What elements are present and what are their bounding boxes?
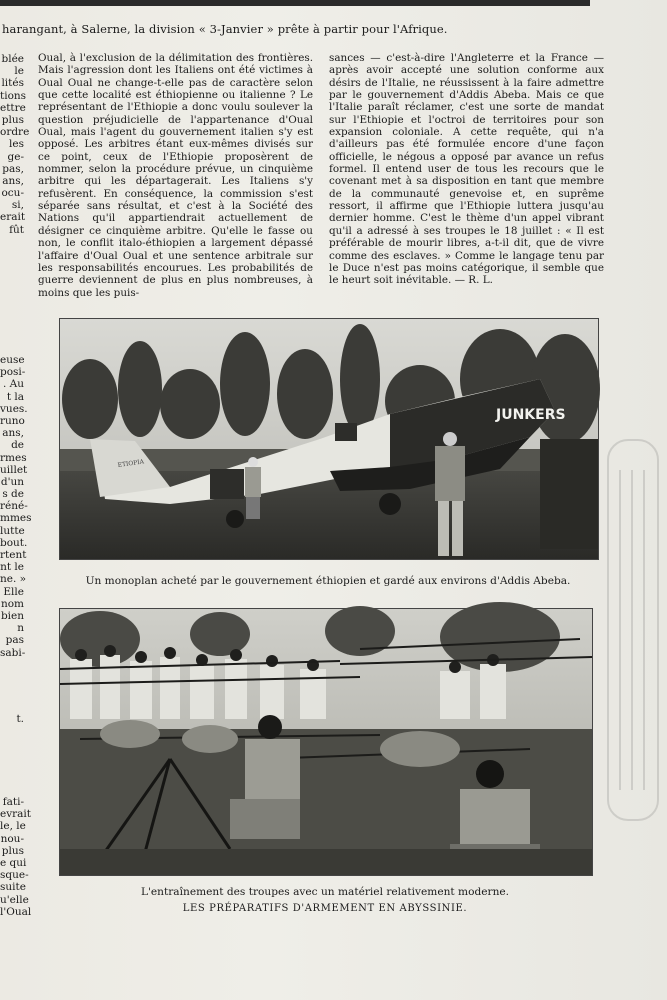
left-fragment-line: nou- <box>0 832 24 845</box>
left-fragment-line: ne. » <box>0 573 27 586</box>
left-fragment-line: ge- <box>7 150 24 163</box>
left-fragment-line: s de <box>2 488 24 501</box>
left-fragment-line: n <box>17 622 24 635</box>
left-fragment-line: blée <box>1 53 24 65</box>
left-fragment-line: ans, <box>2 174 24 187</box>
monoplane-caption: Un monoplan acheté par le gouvernement éthiopien et gardé aux environs d'Addis Abeba. <box>85 575 571 587</box>
left-fragment-line: les <box>9 138 24 151</box>
left-fragment-line: t. <box>16 713 24 725</box>
article-column-2 <box>329 52 604 287</box>
top-photo-edge <box>0 0 590 6</box>
left-fragment-line: l'Oual <box>0 905 32 918</box>
troop-training-photo <box>59 608 593 876</box>
left-fragment-line: Elle <box>3 585 24 598</box>
left-fragment-line: lités <box>1 77 24 90</box>
junkers-lettering: JUNKERS <box>496 407 566 423</box>
watermark-logo <box>598 430 664 830</box>
left-fragment-line: bien <box>0 609 24 622</box>
article-column-1-text: Oual, à l'exclusion de la délimitation des frontières. Mais l'agression dont les Italiens ont été victimes à Oual Oual ne change-t-elle pas de caractère selon que cette localité est éthiopienne ou italienne ? Le représentant de l'Ethiopie a donc voulu soulever la question préjudicielle de l'appartenance d'Oual Oual, mais l'agent du gouvernement italien s'y est opposé. Les arbitres étant eux-mêmes divisés sur ce point, ceux de l'Ethiopie proposèrent de nommer, selon la procédure prévue, un cinquième arbitre qui les départagerait. Les Italiens s'y refusèrent. En conséquence, la commission s'est séparée sans résultat, et c'est à la Société des Nations qu'il appartiendrait actuellement de désigner ce cinquième arbitre. Qu'elle le fasse ou non, le conflit italo-éthiopien a largement dépassé l'affaire d'Oual Oual et une sentence arbitrale sur les responsabilités encourues. Les probabilités de guerre deviennent de plus en plus nombreuses, à moins que les puis- <box>38 52 313 299</box>
left-fragment-line: si, <box>11 199 24 212</box>
left-fragment-line: t la <box>6 390 24 403</box>
left-fragment-line: pas <box>5 634 24 647</box>
left-fragment-line: plus <box>1 844 24 857</box>
left-fragment-line: pas, <box>2 162 24 175</box>
left-fragment-line: tions <box>0 89 27 102</box>
left-fragment-line: mmes <box>0 512 32 525</box>
left-fragment-line: fati- <box>2 796 24 808</box>
left-fragment-line: plus <box>1 113 24 126</box>
left-fragment-line: nom <box>0 597 24 610</box>
left-fragment-line: rmes <box>0 451 27 464</box>
left-fragment-line: rtent <box>0 549 27 561</box>
left-fragment-line: ocu- <box>1 187 24 200</box>
left-fragment-line: uillet <box>0 463 28 476</box>
monoplane-photo <box>59 318 599 560</box>
left-fragment-line: evrait <box>0 808 32 821</box>
left-fragment-line: . Au <box>2 378 24 391</box>
left-column-fragment-a <box>0 53 30 236</box>
left-fragment-line: fût <box>9 223 24 236</box>
left-fragment-line: erait <box>0 211 26 224</box>
left-fragment-line: ans, <box>2 427 24 440</box>
left-fragment-line: u'elle <box>0 893 29 906</box>
article-column-1 <box>38 52 313 299</box>
left-fragment-line: d'un <box>0 475 24 488</box>
tail-lettering: ETIOPIA <box>117 458 145 469</box>
left-fragment-line: le <box>14 65 24 78</box>
left-fragment-line: euse <box>0 354 25 366</box>
left-fragment-line: runo <box>0 414 25 427</box>
left-fragment-line: nt le <box>0 561 24 574</box>
left-column-fragment-c <box>0 713 24 725</box>
left-column-fragment-b <box>0 354 32 659</box>
left-fragment-line: le, le <box>0 820 26 833</box>
left-fragment-line: posi- <box>0 366 26 379</box>
troop-training-caption: L'entraînement des troupes avec un matériel relativement moderne. <box>140 886 510 898</box>
left-fragment-line: vues. <box>0 402 28 415</box>
left-fragment-line: de <box>11 439 24 452</box>
left-fragment-line: ettre <box>0 101 26 114</box>
left-fragment-line: réné- <box>0 500 28 513</box>
left-fragment-line: sabi- <box>0 646 26 659</box>
article-column-2-text: sances — c'est-à-dire l'Angleterre et la France — après avoir accepté une solution conforme aux désirs de l'Italie, ne réussissent à la faire admettre par le gouvernement d'Addis Abeba. Mais ce que l'Italie paraît réclamer, c'est une sorte de mandat sur l'Ethiopie et l'octroi de territoires pour son expansion coloniale. A cette requête, qui n'a d'ailleurs pas été formulée encore d'une façon officielle, le négous a opposé par avance un refus formel. Il entend user de tous les recours que le covenant met à sa disposition en tant que membre de la communauté genevoise et, en suprême ressort, il affirme que l'Ethiopie luttera jusqu'au dernier homme. C'est le thème d'un appel vibrant qu'il a adressé à ses troupes le 18 juillet : « Il est préférable de mourir libres, a-t-il dit, que de vivre comme des esclaves. » Comme le langage tenu par le Duce n'est pas moins catégorique, il semble que le heurt soit inévitable. — R. L. <box>329 52 604 287</box>
left-fragment-line: ordre <box>0 126 30 139</box>
left-column-fragment-d <box>0 796 32 918</box>
left-fragment-line: sque- <box>0 869 29 882</box>
left-fragment-line: e qui <box>0 856 27 869</box>
left-fragment-line: suite <box>0 881 26 894</box>
section-title-caption: LES PRÉPARATIFS D'ARMEMENT EN ABYSSINIE. <box>182 903 468 914</box>
left-fragment-line: bout. <box>0 536 28 549</box>
left-fragment-line: lutte <box>0 524 25 537</box>
top-photo-caption: harangant, à Salerne, la division « 3-Janvier » prête à partir pour l'Afrique. <box>2 22 448 36</box>
